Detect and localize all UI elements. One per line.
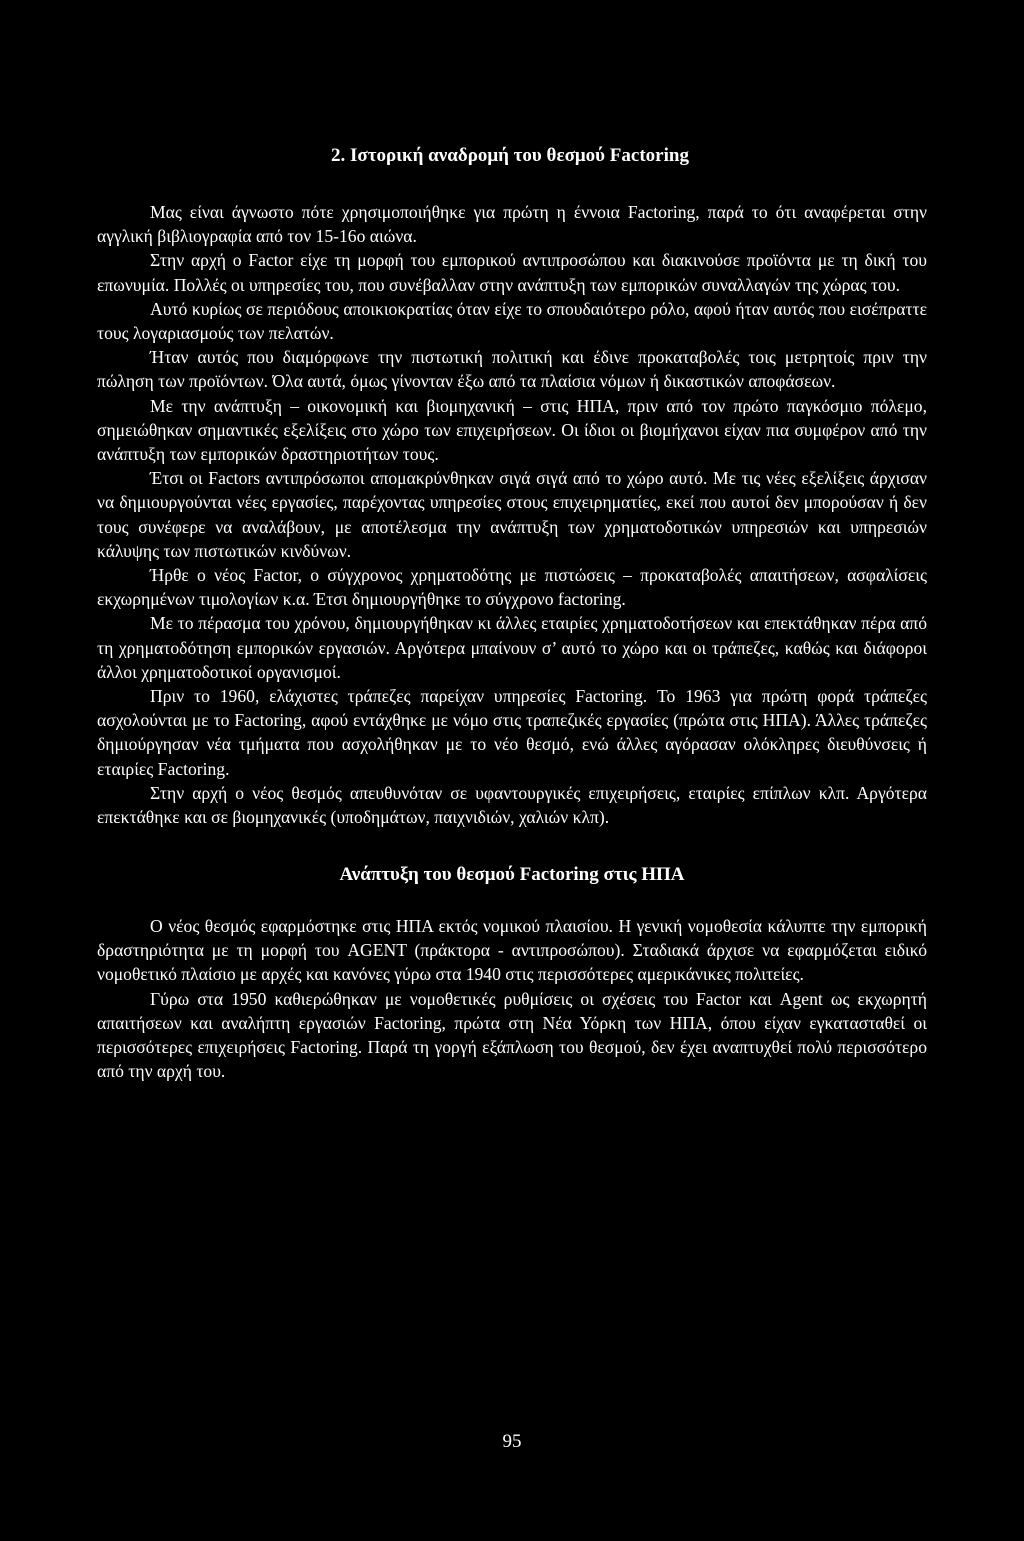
section-heading-historical-review: 2. Ιστορική αναδρομή του θεσμού Factoring [331, 145, 689, 166]
paragraph: Στην αρχή ο Factor είχε τη μορφή του εμπορικού αντιπροσώπου και διακινούσε προϊόντα με τη δική του επωνυμία. Πολλές οι υπηρεσίες του, που συνέβαλλαν στην ανάπτυξη των εμπορικών συναλλαγών της χώρας του. [97, 250, 927, 295]
paragraph: Ήρθε ο νέος Factor, ο σύγχρονος χρηματοδότης με πιστώσεις – προκαταβολές απαιτήσεων, ασφαλίσεις εκχωρημένων τιμολογίων κ.α. Έτσι δημιουργήθηκε το σύγχρονο factoring. [97, 565, 927, 610]
paragraph: Πριν το 1960, ελάχιστες τράπεζες παρείχαν υπηρεσίες Factoring. Το 1963 για πρώτη φορά τράπεζες ασχολούνται με το Factoring, αφού εντάχθηκε με νόμο στις τραπεζικές εργασίες (πρώτα στις ΗΠΑ). Άλλες τράπεζες δημιούργησαν νέα τμήματα που ασχολήθηκαν με το νέο θεσμό, ενώ άλλες αγόρασαν ολόκληρες διευθύνσεις ή εταιρίες Factoring. [97, 686, 927, 779]
paragraph: Έτσι οι Factors αντιπρόσωποι απομακρύνθηκαν σιγά σιγά από το χώρο αυτό. Με τις νέες εξελίξεις άρχισαν να δημιουργούνται νέες εργασίες, παρέχοντας υπηρεσίες στους επιχειρηματίες, εκεί που αυτοί δεν μπορούσαν ή δεν τους συνέφερε να αναλάβουν, με αποτέλεσμα την ανάπτυξη των χρηματοδοτικών υπηρεσιών και υπηρεσιών κάλυψης των πιστωτικών κινδύνων. [97, 468, 927, 561]
paragraph: Με το πέρασμα του χρόνου, δημιουργήθηκαν κι άλλες εταιρίες χρηματοδοτήσεων και επεκτάθηκαν πέρα από τη χρηματοδότηση εμπορικών εργασιών. Αργότερα μπαίνουν σ’ αυτό το χώρο και οι τράπεζες, καθώς και διάφοροι άλλοι χρηματοδοτικοί οργανισμοί. [97, 613, 927, 682]
section-body-usa-development [97, 914, 927, 1083]
paragraph: Μας είναι άγνωστο πότε χρησιμοποιήθηκε για πρώτη η έννοια Factoring, παρά το ότι αναφέρεται στην αγγλική βιβλιογραφία από τον 15-16ο αιώνα. [97, 202, 927, 247]
paragraph: Στην αρχή ο νέος θεσμός απευθυνόταν σε υφαντουργικές επιχειρήσεις, εταιρίες επίπλων κλπ. Αργότερα επεκτάθηκε και σε βιομηχανικές (υποδημάτων, παιχνιδιών, χαλιών κλπ). [97, 782, 927, 828]
paragraph: Ήταν αυτός που διαμόρφωνε την πιστωτική πολιτική και έδινε προκαταβολές τοις μετρητοίς πριν την πώληση των προϊόντων. Όλα αυτά, όμως γίνονταν έξω από τα πλαίσια νόμων ή δικαστικών αποφάσεων. [97, 347, 927, 392]
section-heading-usa-development: Ανάπτυξη του θεσμού Factoring στις ΗΠΑ [339, 864, 685, 885]
paragraph: Αυτό κυρίως σε περιόδους αποικιοκρατίας όταν είχε το σπουδαιότερο ρόλο, αφού ήταν αυτός που εισέπραττε τους λογαριασμούς των πελατών. [97, 298, 927, 344]
section-body-historical-review [97, 200, 927, 829]
paragraph: Ο νέος θεσμός εφαρμόστηκε στις ΗΠΑ εκτός νομικού πλαισίου. Η γενική νομοθεσία κάλυπτε την εμπορική δραστηριότητα με τη μορφή του AGENT (πράκτορα - αντιπροσώπου). Σταδιακά άρχισε να εφαρμόζεται ειδικό νομοθετικό πλαίσιο με αρχές και κανόνες γύρω στα 1940 στις περισσότερες αμερικάνικες πολιτείες. [97, 916, 927, 985]
page-number: 95 [502, 1431, 522, 1452]
paragraph: Γύρω στα 1950 καθιερώθηκαν με νομοθετικές ρυθμίσεις οι σχέσεις του Factor και Agent ως εκχωρητή απαιτήσεων και αναλήπτη εργασιών Factoring, πρώτα στη Νέα Υόρκη των ΗΠΑ, όπου είχαν εγκατασταθεί οι περισσότερες επιχειρήσεις Factoring. Παρά τη γοργή εξάπλωση του θεσμού, δεν έχει αναπτυχθεί πολύ περισσότερο από την αρχή του. [97, 988, 927, 1082]
paragraph: Με την ανάπτυξη – οικονομική και βιομηχανική – στις ΗΠΑ, πριν από τον πρώτο παγκόσμιο πόλεμο, σημειώθηκαν σημαντικές εξελίξεις στο χώρο των επιχειρήσεων. Οι ίδιοι οι βιομήχανοι είχαν πια συμφέρον από την ανάπτυξη των εμπορικών δραστηριοτήτων τους. [97, 395, 927, 465]
